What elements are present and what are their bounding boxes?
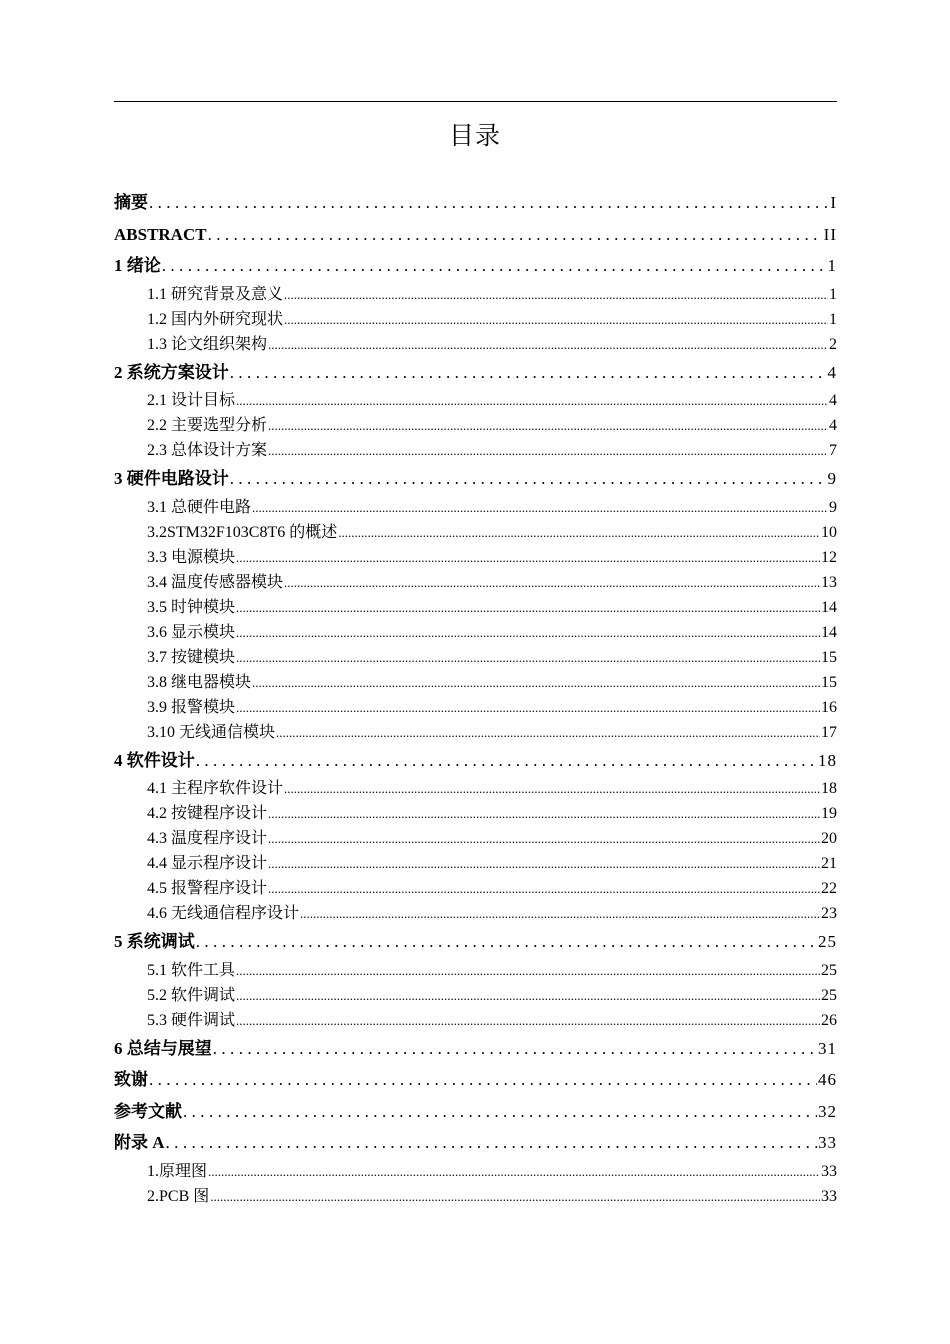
toc-page-number: 4	[829, 417, 837, 434]
toc-entry-label: 4 软件设计	[114, 750, 195, 770]
toc-section-entry[interactable]	[114, 776, 837, 801]
toc-dot-leader	[236, 620, 820, 645]
toc-entry-label: 参考文献	[114, 1101, 182, 1121]
toc-section-entry[interactable]	[114, 826, 837, 851]
toc-section-entry[interactable]	[114, 901, 837, 926]
toc-entry-label: 致谢	[114, 1070, 148, 1089]
toc-entry-label: 3.9 报警模块	[147, 698, 236, 716]
toc-section-entry[interactable]	[114, 1159, 837, 1184]
toc-page-number: 33	[818, 1133, 837, 1152]
toc-entry-label: 2 系统方案设计	[114, 362, 229, 382]
toc-dot-leader	[213, 1033, 817, 1065]
table-of-contents	[114, 187, 837, 1209]
toc-dot-leader	[236, 645, 820, 670]
toc-dot-leader	[268, 876, 820, 901]
toc-dot-leader	[236, 388, 828, 413]
toc-page-number: 20	[821, 830, 837, 847]
toc-dot-leader	[284, 570, 820, 595]
toc-section-entry[interactable]	[114, 570, 837, 595]
toc-dot-leader	[236, 1008, 820, 1033]
toc-page-number: 25	[818, 932, 837, 951]
toc-entry-label: 5 系统调试	[114, 932, 195, 951]
toc-page-number: 13	[821, 573, 837, 591]
toc-entry-label: 附录 A	[114, 1133, 165, 1152]
toc-entry-label: 4.2 按键程序设计	[147, 805, 268, 822]
toc-page-number: 32	[818, 1101, 837, 1121]
page-title: 目录	[448, 121, 501, 150]
toc-page-number: 22	[821, 880, 837, 897]
toc-entry-label: 5.1 软件工具	[147, 961, 236, 979]
toc-entry-label: 3.4 温度传感器模块	[147, 573, 284, 591]
toc-dot-leader	[236, 595, 820, 620]
toc-page-number: 10	[821, 523, 837, 541]
toc-page-number: 15	[821, 673, 837, 691]
toc-page-number: 21	[821, 855, 837, 872]
toc-dot-leader	[208, 219, 823, 251]
toc-entry-label: 5.3 硬件调试	[147, 1011, 236, 1029]
toc-entry-label: ABSTRACT	[114, 224, 207, 244]
toc-page-number: 26	[821, 1011, 837, 1029]
toc-chapter-entry[interactable]	[114, 1096, 837, 1128]
toc-dot-leader	[149, 1064, 817, 1096]
toc-entry-label: 6 总结与展望	[114, 1038, 212, 1058]
toc-dot-leader	[208, 1159, 820, 1184]
toc-dot-leader	[268, 851, 820, 876]
toc-page-number: 19	[821, 805, 837, 822]
toc-page-number: II	[823, 224, 837, 244]
toc-entry-label: 摘要	[114, 193, 148, 212]
toc-page-number: 46	[818, 1070, 837, 1089]
toc-dot-leader	[300, 901, 820, 926]
toc-chapter-entry[interactable]	[114, 1064, 837, 1096]
toc-page-number: 15	[821, 648, 837, 666]
toc-entry-label: 2.1 设计目标	[147, 392, 236, 409]
toc-dot-leader	[284, 776, 820, 801]
toc-dot-leader	[236, 983, 820, 1008]
toc-entry-label: 1.2 国内外研究现状	[147, 310, 284, 328]
toc-page-number: 12	[821, 548, 837, 566]
toc-entry-label: 1.原理图	[147, 1162, 208, 1180]
toc-page-number: 25	[821, 961, 837, 979]
toc-entry-label: 4.6 无线通信程序设计	[147, 905, 300, 922]
toc-section-entry[interactable]	[114, 876, 837, 901]
toc-dot-leader	[162, 250, 827, 282]
toc-section-entry[interactable]	[114, 388, 837, 413]
toc-page-number: 1	[827, 256, 837, 275]
toc-page-number: 31	[818, 1038, 837, 1058]
toc-page-number: 25	[821, 986, 837, 1004]
toc-section-entry[interactable]	[114, 282, 837, 307]
toc-chapter-entry[interactable]	[114, 1033, 837, 1065]
toc-section-entry[interactable]	[114, 307, 837, 332]
toc-section-entry[interactable]	[114, 670, 837, 695]
toc-entry-label: 2.PCB 图	[147, 1187, 210, 1205]
toc-section-entry[interactable]	[114, 332, 837, 357]
toc-entry-label: 3.2STM32F103C8T6 的概述	[147, 523, 338, 541]
toc-chapter-entry[interactable]	[114, 357, 837, 389]
toc-dot-leader	[284, 307, 828, 332]
toc-section-entry[interactable]	[114, 595, 837, 620]
toc-page-number: 1	[829, 310, 837, 328]
toc-entry-label: 2.2 主要选型分析	[147, 417, 268, 434]
toc-section-entry[interactable]	[114, 520, 837, 545]
toc-section-entry[interactable]	[114, 983, 837, 1008]
toc-chapter-entry[interactable]	[114, 219, 837, 251]
toc-dot-leader	[210, 1184, 820, 1209]
toc-page-number: 7	[829, 442, 837, 459]
toc-section-entry[interactable]	[114, 958, 837, 983]
header-rule	[114, 101, 837, 102]
toc-dot-leader	[268, 826, 820, 851]
toc-page-number: 18	[821, 780, 837, 797]
toc-chapter-entry[interactable]	[114, 926, 837, 958]
toc-section-entry[interactable]	[114, 801, 837, 826]
toc-page-number: 18	[818, 750, 837, 770]
toc-page-number: 1	[829, 285, 837, 303]
toc-dot-leader	[183, 1096, 817, 1128]
toc-section-entry[interactable]	[114, 695, 837, 720]
toc-dot-leader	[149, 187, 829, 219]
toc-entry-label: 3.6 显示模块	[147, 623, 236, 641]
toc-page-number: 17	[821, 723, 837, 741]
toc-section-entry[interactable]	[114, 851, 837, 876]
toc-dot-leader	[284, 282, 828, 307]
toc-entry-label: 3.3 电源模块	[147, 548, 236, 566]
toc-dot-leader	[268, 438, 828, 463]
toc-section-entry[interactable]	[114, 620, 837, 645]
toc-dot-leader	[166, 1127, 817, 1159]
toc-chapter-entry[interactable]	[114, 1127, 837, 1159]
toc-page-number: 9	[827, 469, 837, 488]
toc-dot-leader	[268, 413, 828, 438]
toc-entry-label: 4.3 温度程序设计	[147, 830, 268, 847]
toc-section-entry[interactable]	[114, 438, 837, 463]
toc-page-number: 16	[821, 698, 837, 716]
toc-page-number: 23	[821, 905, 837, 922]
toc-entry-label: 1.3 论文组织架构	[147, 335, 268, 353]
toc-page-number: 14	[821, 623, 837, 641]
toc-page-number: 4	[829, 392, 837, 409]
toc-entry-label: 3.5 时钟模块	[147, 598, 236, 616]
toc-entry-label: 5.2 软件调试	[147, 986, 236, 1004]
toc-entry-label: 3.7 按键模块	[147, 648, 236, 666]
toc-dot-leader	[252, 670, 820, 695]
toc-page-number: 33	[821, 1162, 837, 1180]
toc-section-entry[interactable]	[114, 495, 837, 520]
toc-entry-label: 3.8 继电器模块	[147, 673, 252, 691]
toc-entry-label: 3 硬件电路设计	[114, 469, 229, 488]
toc-page-number: 33	[821, 1187, 837, 1205]
toc-dot-leader	[230, 357, 827, 389]
toc-entry-label: 4.1 主程序软件设计	[147, 780, 284, 797]
toc-chapter-entry[interactable]	[114, 250, 837, 282]
toc-entry-label: 3.10 无线通信模块	[147, 723, 276, 741]
toc-chapter-entry[interactable]	[114, 187, 837, 219]
toc-entry-label: 4.5 报警程序设计	[147, 880, 268, 897]
toc-section-entry[interactable]	[114, 720, 837, 745]
toc-entry-label: 3.1 总硬件电路	[147, 498, 252, 516]
toc-section-entry[interactable]	[114, 1184, 837, 1209]
toc-chapter-entry[interactable]	[114, 463, 837, 495]
toc-dot-leader	[236, 545, 820, 570]
toc-chapter-entry[interactable]	[114, 745, 837, 777]
toc-section-entry[interactable]	[114, 545, 837, 570]
toc-dot-leader	[196, 926, 817, 958]
toc-entry-label: 1.1 研究背景及意义	[147, 285, 284, 303]
toc-entry-label: 1 绪论	[114, 256, 161, 275]
toc-dot-leader	[230, 463, 827, 495]
toc-dot-leader	[338, 520, 820, 545]
toc-section-entry[interactable]	[114, 1008, 837, 1033]
toc-entry-label: 4.4 显示程序设计	[147, 855, 268, 872]
toc-entry-label: 2.3 总体设计方案	[147, 442, 268, 459]
toc-section-entry[interactable]	[114, 645, 837, 670]
toc-page-number: 9	[829, 498, 837, 516]
toc-page-number: 2	[829, 335, 837, 353]
toc-dot-leader	[252, 495, 828, 520]
toc-dot-leader	[236, 958, 820, 983]
toc-page-number: 4	[827, 362, 837, 382]
toc-dot-leader	[236, 695, 820, 720]
toc-dot-leader	[268, 801, 820, 826]
toc-dot-leader	[268, 332, 828, 357]
toc-section-entry[interactable]	[114, 413, 837, 438]
toc-page-number: I	[830, 193, 837, 212]
toc-page-number: 14	[821, 598, 837, 616]
toc-dot-leader	[276, 720, 820, 745]
toc-dot-leader	[196, 745, 817, 777]
